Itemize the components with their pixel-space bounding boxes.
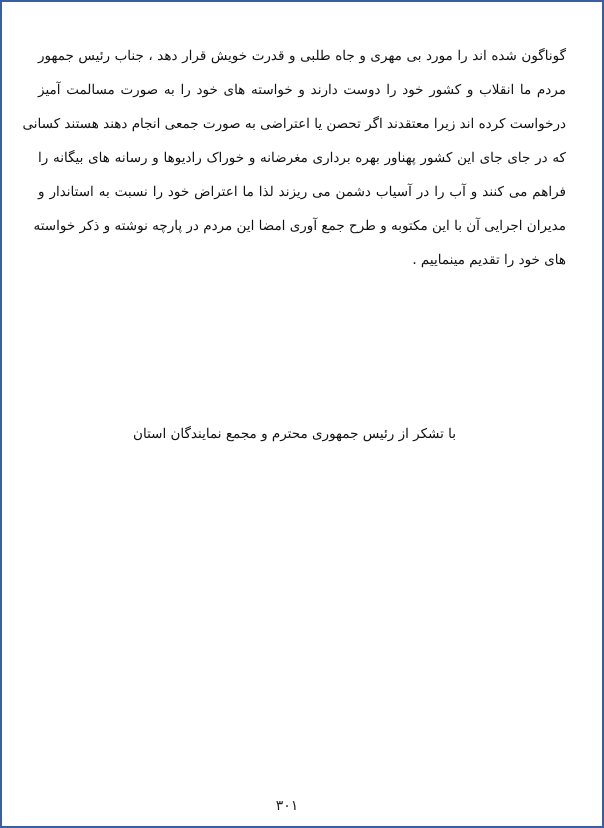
- body-line-4: که در جای جای این کشور پهناور بهره برداری مغرضانه و خوراک رادیوها و رسانه های بیگانه را: [38, 150, 566, 166]
- body-line-5: فراهم می کنند و آب را در آسیاب دشمن می ریزند لذا ما اعتراض خود را نسبت به استاندار و: [38, 184, 566, 200]
- body-line-2: مردم ما انقلاب و کشور خود را دوست دارند و خواسته های خود را به صورت مسالمت آمیز: [38, 82, 566, 98]
- body-line-1: گوناگون شده اند را مورد بی مهری و جاه طلبی و قدرت خویش قرار دهد ، جناب رئیس جمهور: [38, 48, 566, 64]
- body-line-7: های خود را تقدیم مینماییم .: [412, 252, 566, 268]
- body-line-6: مدیران اجرایی آن با این مکتوبه و طرح جمع آوری امضا این مردم در پارچه نوشته و ذکر خواسته: [33, 218, 566, 234]
- page-number: ۳۰۱: [275, 798, 299, 814]
- document-page: [2, 2, 602, 826]
- body-line-3: درخواست کرده اند زیرا معتقدند اگر تحصن یا اعتراضی به صورت جمعی انجام دهند هستند کسانی: [22, 116, 566, 132]
- closing-salutation: با تشکر از رئیس جمهوری محترم و مجمع نمایندگان استان: [133, 426, 456, 442]
